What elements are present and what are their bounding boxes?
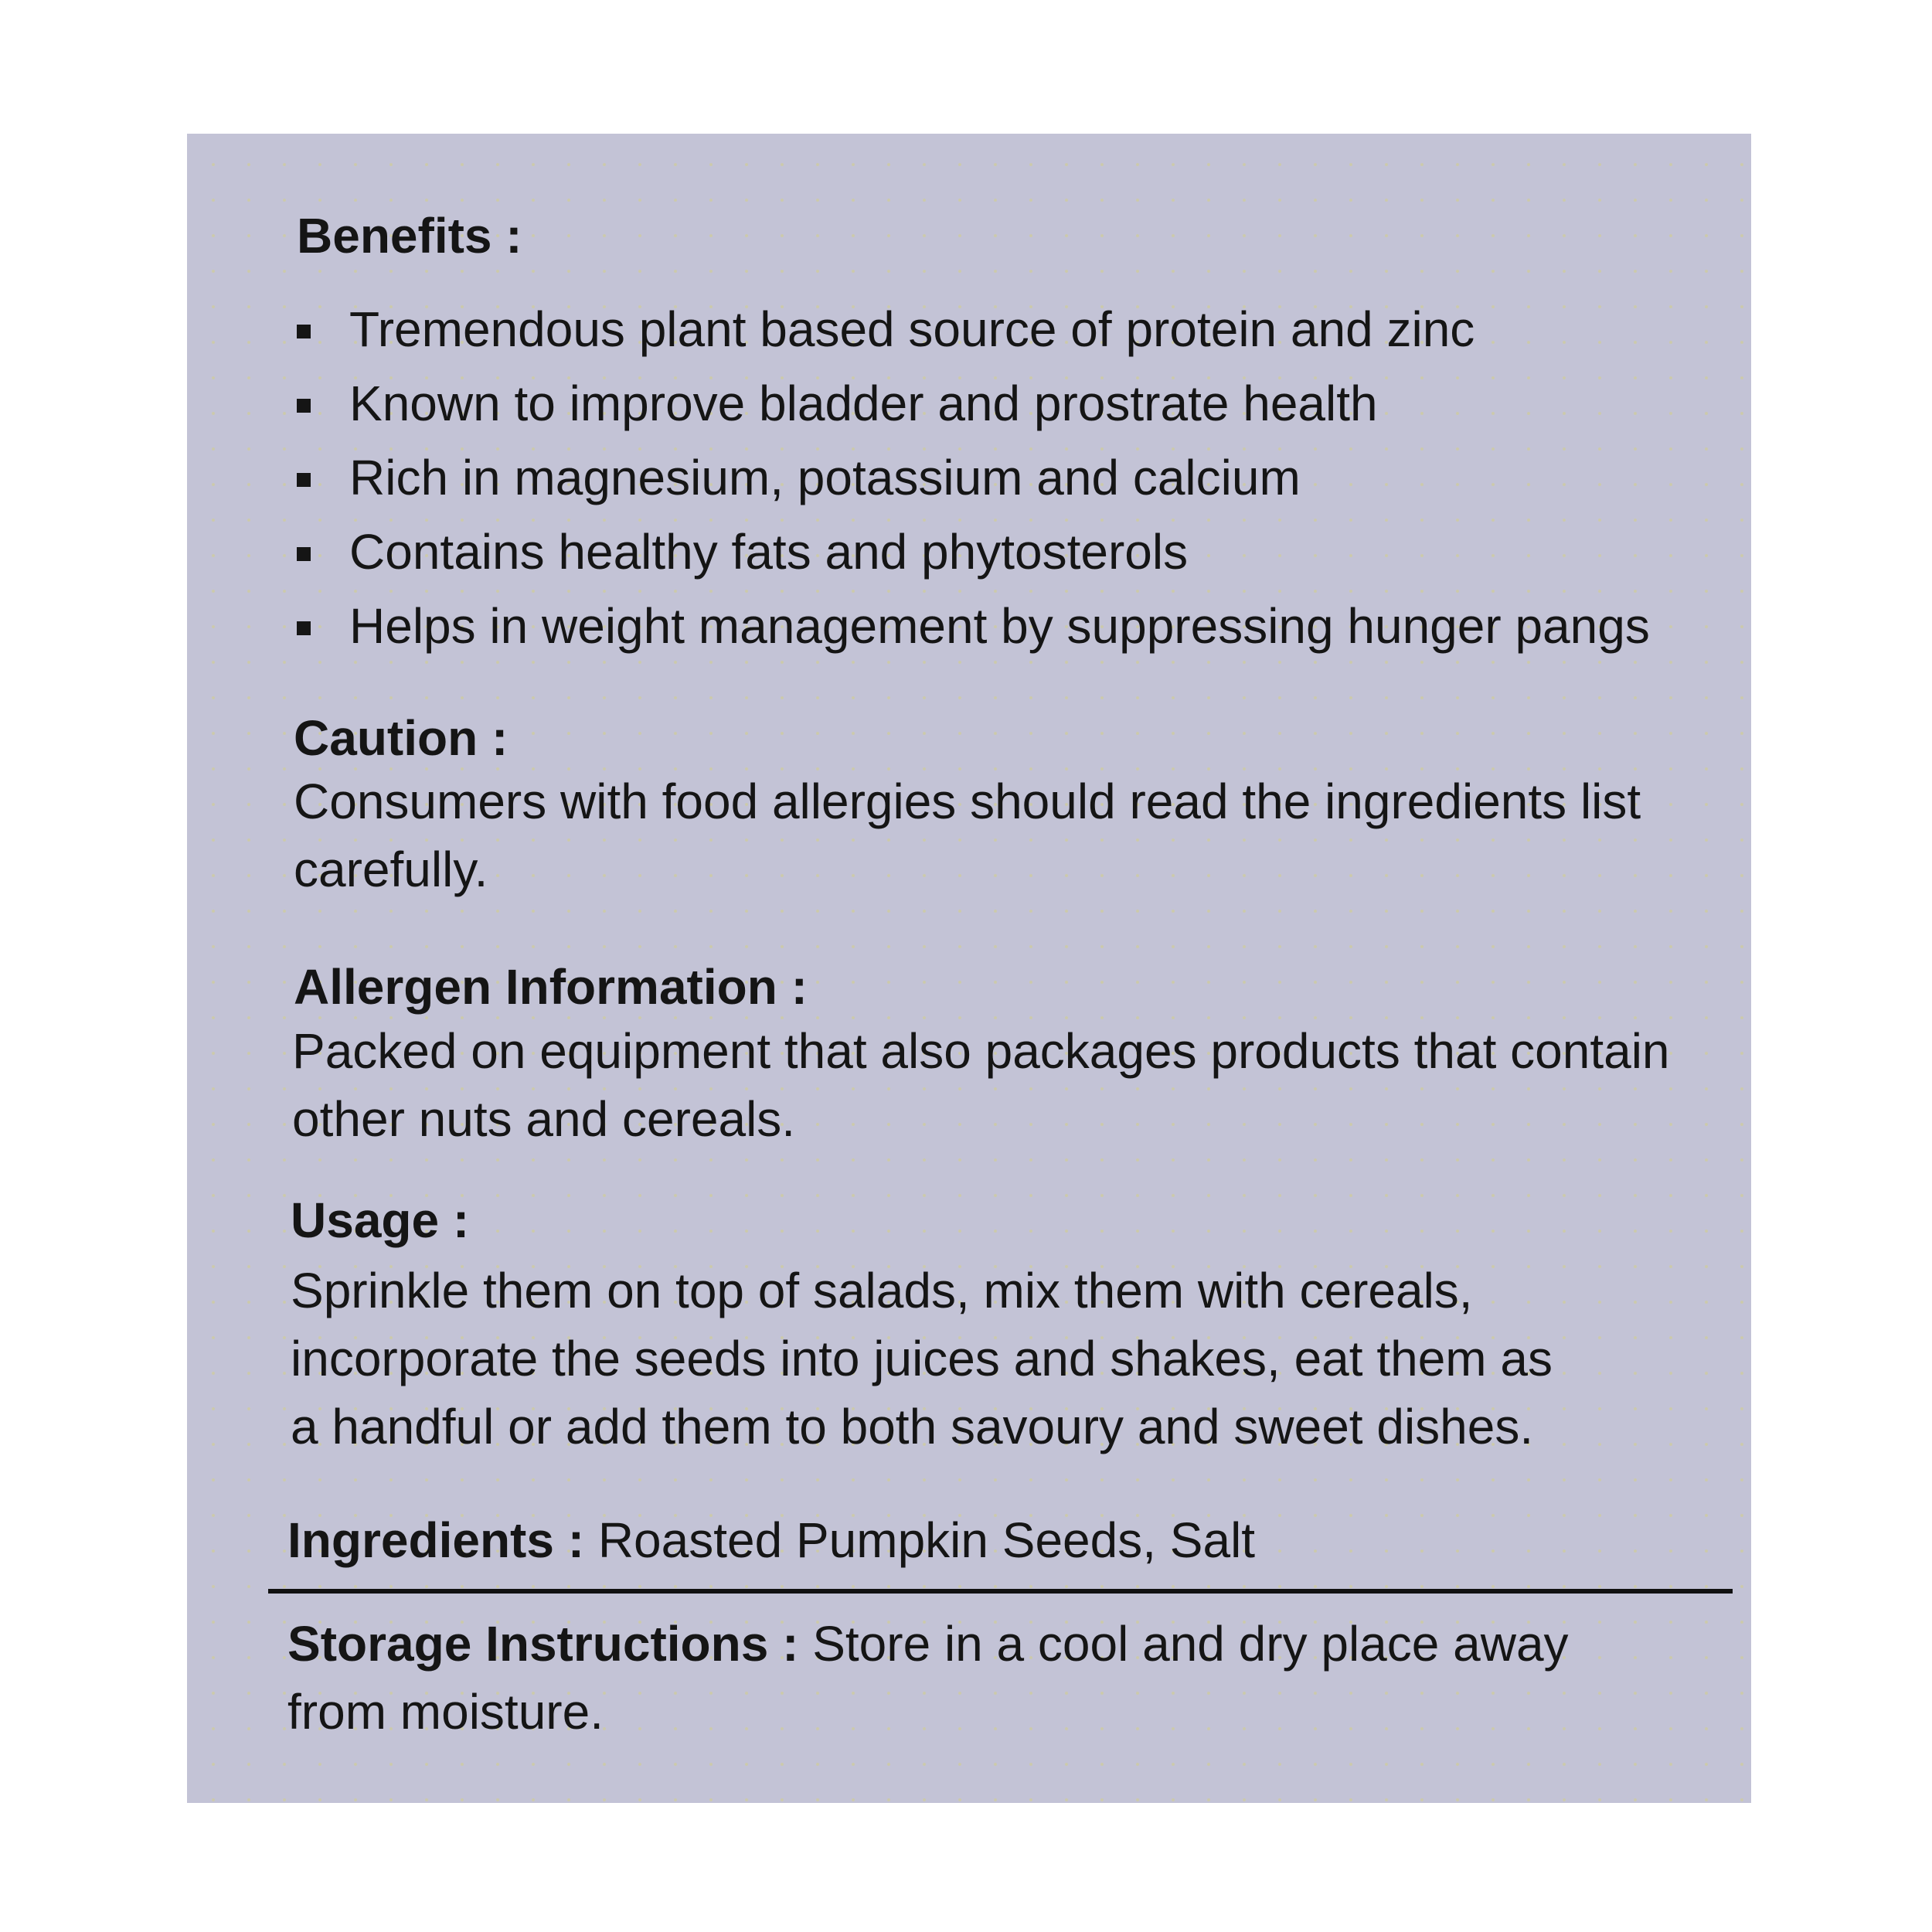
benefit-item: [294, 292, 1650, 366]
square-bullet-icon: [297, 473, 311, 487]
benefits-heading: Benefits :: [297, 208, 522, 264]
caution-text: [294, 767, 1641, 903]
allergen-line: other nuts and cereals.: [292, 1091, 796, 1147]
benefit-item: [294, 440, 1650, 515]
allergen-line: Packed on equipment that also packages products that contain: [292, 1023, 1670, 1079]
ingredients-label: Ingredients: [287, 1512, 554, 1568]
ingredients-line: [287, 1506, 1255, 1574]
usage-line: Sprinkle them on top of salads, mix them with cereals,: [291, 1263, 1473, 1318]
storage-separator: :: [768, 1616, 813, 1672]
ingredients-separator: :: [553, 1512, 598, 1568]
benefit-text: Contains healthy fats and phytosterols: [349, 524, 1189, 580]
allergen-heading: Allergen Information :: [294, 959, 808, 1015]
benefit-item: [294, 366, 1650, 440]
storage-value: Store in a cool and dry place away: [812, 1616, 1569, 1672]
benefit-item: [294, 589, 1650, 663]
allergen-text: [292, 1017, 1670, 1153]
storage-text: [287, 1610, 1569, 1746]
usage-text: [291, 1257, 1553, 1461]
square-bullet-icon: [297, 621, 311, 635]
benefit-text: Helps in weight management by suppressing hunger pangs: [349, 598, 1650, 654]
square-bullet-icon: [297, 325, 311, 338]
usage-heading: Usage :: [291, 1192, 470, 1248]
ingredients-value: Roasted Pumpkin Seeds, Salt: [597, 1512, 1256, 1568]
square-bullet-icon: [297, 547, 311, 561]
benefit-item: [294, 515, 1650, 589]
caution-heading: Caution :: [294, 710, 509, 766]
storage-line: [287, 1610, 1569, 1678]
section-divider: [268, 1589, 1733, 1594]
usage-line: incorporate the seeds into juices and shakes, eat them as: [291, 1331, 1553, 1386]
storage-label: Storage Instructions: [287, 1616, 769, 1672]
caution-line: Consumers with food allergies should read the ingredients list: [294, 774, 1641, 829]
storage-line: from moisture.: [287, 1684, 604, 1740]
usage-line: a handful or add them to both savoury and sweet dishes.: [291, 1399, 1534, 1454]
square-bullet-icon: [297, 399, 311, 413]
benefits-list: [294, 292, 1650, 663]
benefit-text: Tremendous plant based source of protein and zinc: [349, 301, 1475, 357]
benefit-text: Known to improve bladder and prostrate health: [349, 376, 1378, 431]
benefit-text: Rich in magnesium, potassium and calcium: [349, 450, 1301, 505]
product-info-panel: [187, 134, 1751, 1803]
caution-line: carefully.: [294, 842, 488, 897]
